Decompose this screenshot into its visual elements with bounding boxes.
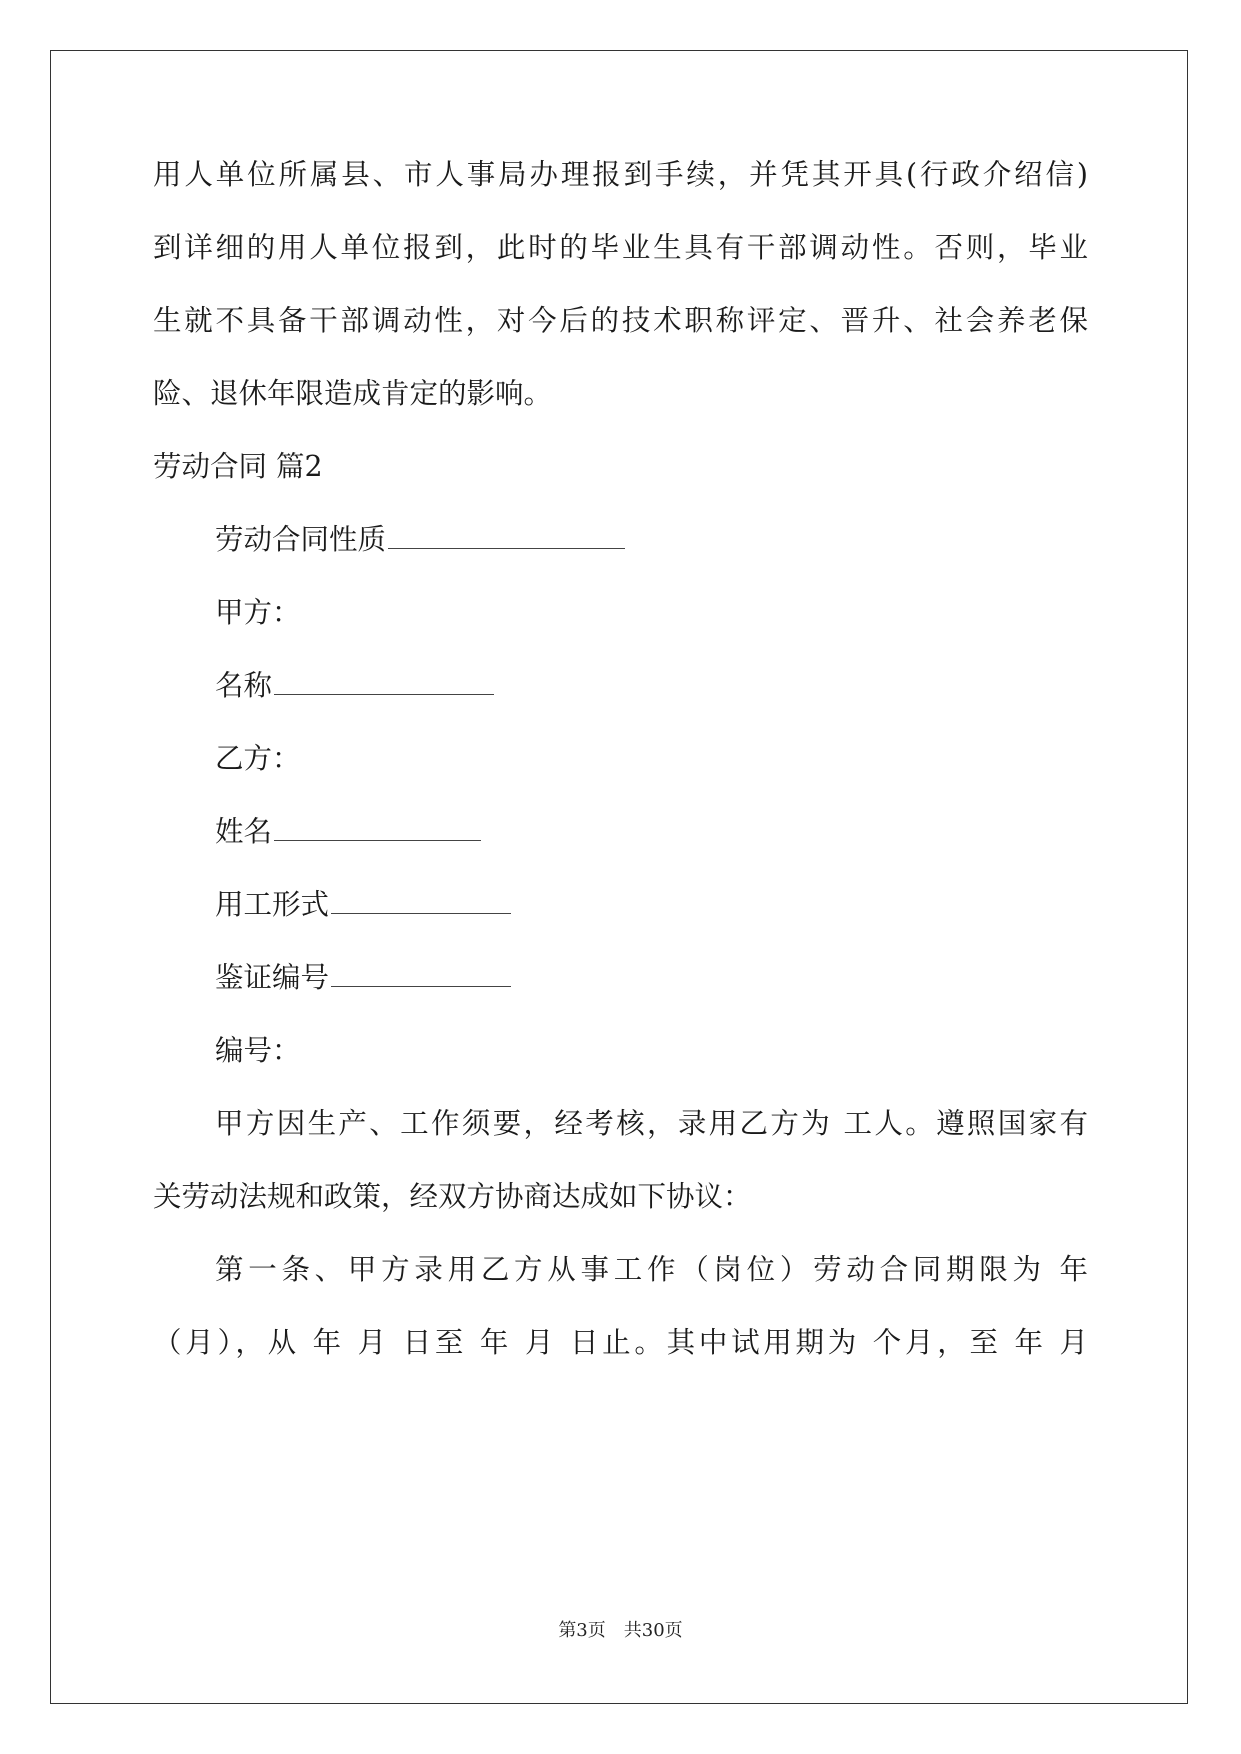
party-a-label: 甲方：	[215, 596, 301, 629]
paragraph-line: 险、退休年限造成肯定的影响。	[153, 377, 553, 410]
paragraph-line: 第一条、甲方录用乙方从事工作（岗位）劳动合同期限为 年	[215, 1253, 1088, 1286]
page-footer: 第3页 共30页	[558, 1620, 683, 1641]
field-label: 用工形式	[215, 888, 330, 921]
field-label: 鉴证编号	[215, 961, 330, 994]
paragraph-line: （月），从 年 月 日至 年 月 日止。其中试用期为 个月，至 年 月	[153, 1326, 1088, 1359]
field-name	[215, 666, 494, 706]
field-number: 编号：	[215, 1034, 301, 1067]
paragraph-line: 到详细的用人单位报到，此时的毕业生具有干部调动性。否则，毕业	[153, 231, 1088, 264]
field-certification-number	[215, 958, 511, 998]
paragraph-line: 生就不具备干部调动性，对今后的技术职称评定、晋升、社会养老保	[153, 304, 1088, 337]
blank-line	[331, 964, 511, 987]
section-heading: 劳动合同 篇2	[153, 450, 323, 483]
blank-line	[274, 672, 494, 695]
field-person-name	[215, 812, 481, 852]
blank-line	[331, 891, 511, 914]
paragraph-line: 关劳动法规和政策，经双方协商达成如下协议：	[153, 1180, 752, 1213]
field-label: 姓名	[215, 815, 273, 848]
party-b-label: 乙方：	[215, 742, 301, 775]
paragraph-line: 用人单位所属县、市人事局办理报到手续，并凭其开具(行政介绍信)	[153, 158, 1088, 191]
field-employment-form	[215, 885, 511, 925]
page-border	[50, 50, 1188, 1704]
field-label: 劳动合同性质	[215, 523, 387, 556]
blank-line	[388, 526, 625, 549]
field-contract-nature	[215, 520, 625, 560]
blank-line	[274, 818, 481, 841]
field-label: 名称	[215, 669, 273, 702]
paragraph-line: 甲方因生产、工作须要，经考核，录用乙方为 工人。遵照国家有	[215, 1107, 1088, 1140]
